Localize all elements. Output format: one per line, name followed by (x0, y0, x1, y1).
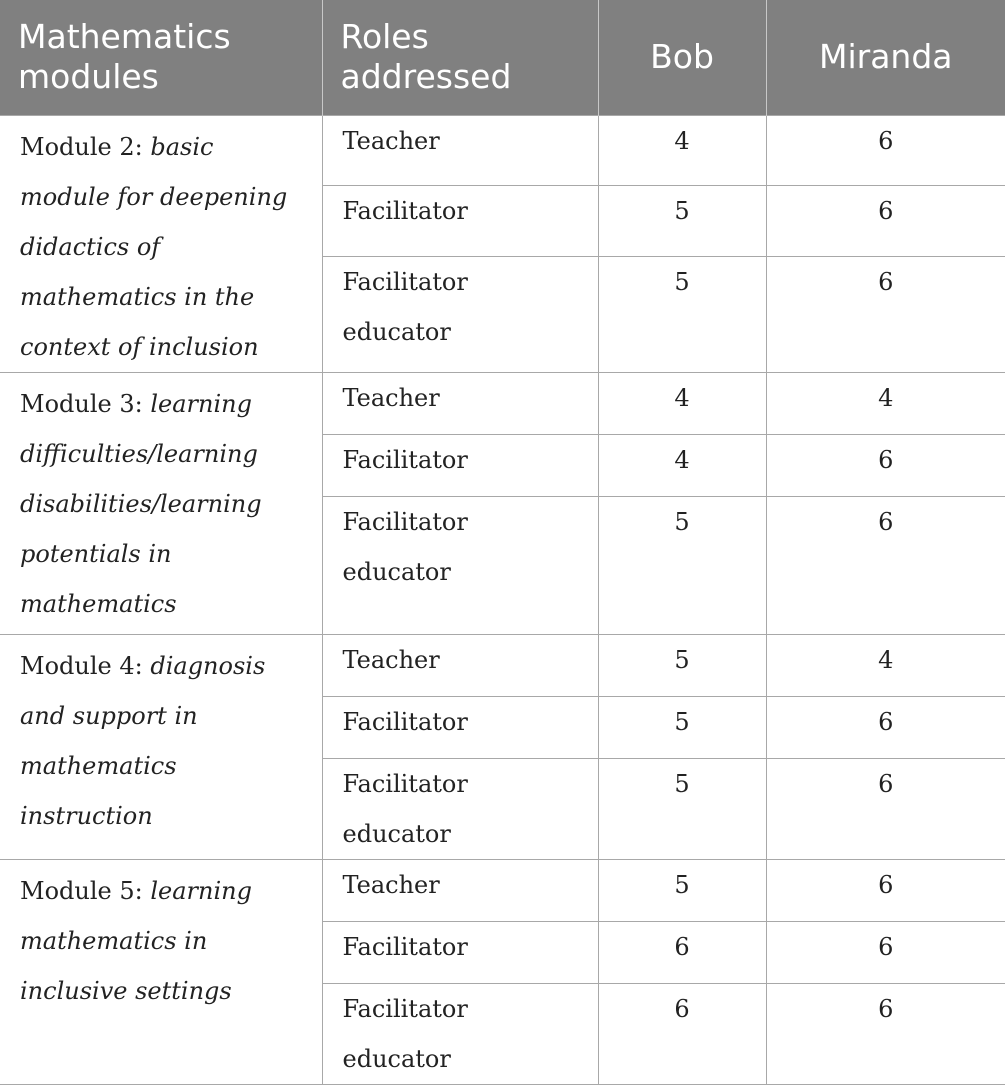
table-row (0, 859, 1005, 921)
header-roles-addressed: Roles addressed (322, 0, 598, 115)
bob-rating: 5 (598, 186, 766, 257)
bob-rating: 5 (598, 257, 766, 372)
module-prefix: Module 4: (20, 651, 151, 680)
module-cell (0, 372, 322, 634)
bob-rating: 4 (598, 372, 766, 434)
miranda-rating: 6 (766, 758, 1005, 859)
bob-rating: 4 (598, 434, 766, 496)
module-cell (0, 634, 322, 859)
role-cell: Facilitator educator (322, 758, 598, 859)
table-row (0, 634, 1005, 696)
header-miranda: Miranda (766, 0, 1005, 115)
role-cell: Facilitator (322, 696, 598, 758)
bob-rating: 5 (598, 859, 766, 921)
miranda-rating: 4 (766, 372, 1005, 434)
bob-rating: 4 (598, 115, 766, 186)
bob-rating: 6 (598, 983, 766, 1084)
header-bob: Bob (598, 0, 766, 115)
module-description: learning difficulties/learning disabilities/learning potentials in mathematics (20, 389, 262, 618)
miranda-rating: 6 (766, 696, 1005, 758)
role-cell: Teacher (322, 115, 598, 186)
miranda-rating: 6 (766, 859, 1005, 921)
role-cell: Facilitator (322, 921, 598, 983)
role-cell: Facilitator educator (322, 496, 598, 634)
table-body (0, 115, 1005, 1084)
role-cell: Teacher (322, 634, 598, 696)
module-prefix: Module 5: (20, 876, 151, 905)
miranda-rating: 6 (766, 115, 1005, 186)
table-row (0, 372, 1005, 434)
bob-rating: 5 (598, 758, 766, 859)
role-cell: Facilitator (322, 434, 598, 496)
role-cell: Facilitator (322, 186, 598, 257)
role-cell: Teacher (322, 372, 598, 434)
miranda-rating: 6 (766, 496, 1005, 634)
module-cell (0, 859, 322, 1084)
role-cell: Teacher (322, 859, 598, 921)
role-cell: Facilitator educator (322, 257, 598, 372)
header-mathematics-modules: Mathematics modules (0, 0, 322, 115)
miranda-rating: 4 (766, 634, 1005, 696)
miranda-rating: 6 (766, 186, 1005, 257)
module-cell (0, 115, 322, 372)
table-header (0, 0, 1005, 115)
module-prefix: Module 3: (20, 389, 151, 418)
miranda-rating: 6 (766, 257, 1005, 372)
miranda-rating: 6 (766, 434, 1005, 496)
miranda-rating: 6 (766, 983, 1005, 1084)
bob-rating: 5 (598, 496, 766, 634)
module-description: learning mathematics in inclusive settings (20, 876, 252, 1005)
bob-rating: 5 (598, 634, 766, 696)
module-prefix: Module 2: (20, 132, 151, 161)
module-description: diagnosis and support in mathematics instruction (20, 651, 266, 830)
table-row (0, 115, 1005, 186)
bob-rating: 5 (598, 696, 766, 758)
miranda-rating: 6 (766, 921, 1005, 983)
module-description: basic module for deepening didactics of mathematics in the context of inclusion (20, 132, 288, 361)
role-cell: Facilitator educator (322, 983, 598, 1084)
bob-rating: 6 (598, 921, 766, 983)
